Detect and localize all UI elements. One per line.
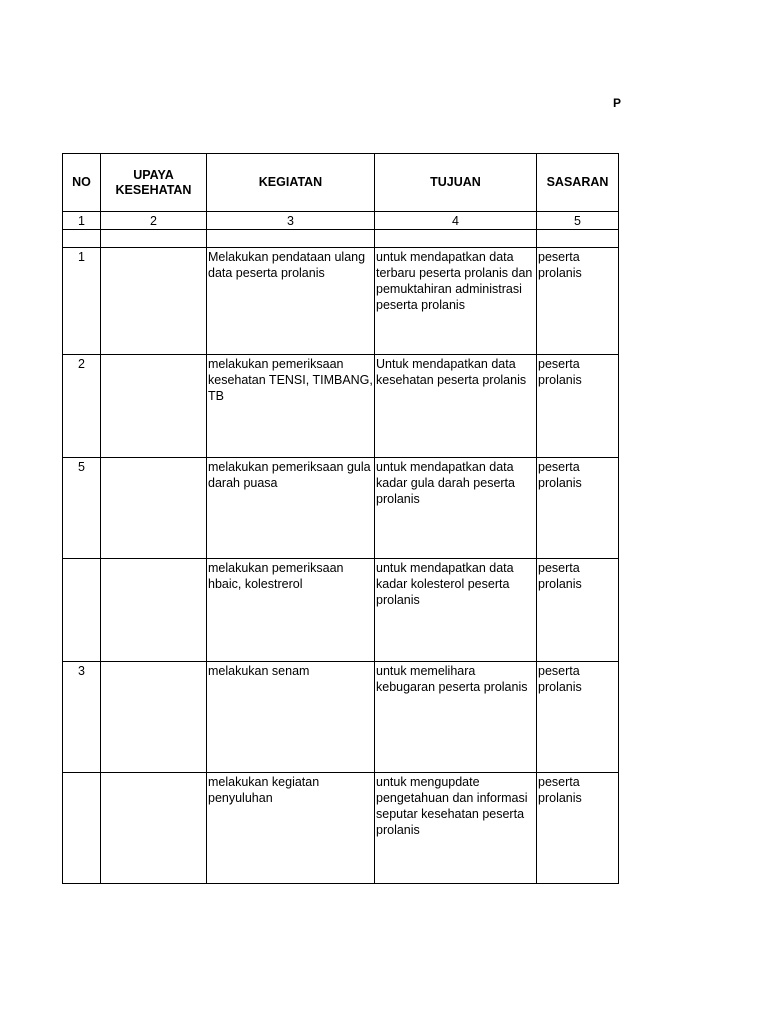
header-upaya-label: UPAYA KESEHATAN <box>115 167 192 197</box>
blank-row <box>63 230 619 248</box>
header-no: NO <box>63 154 101 212</box>
cell-upaya <box>101 458 207 559</box>
cell-kegiatan: Melakukan pendataan ulang data peserta prolanis <box>207 248 375 355</box>
blank-cell <box>101 230 207 248</box>
blank-cell <box>537 230 619 248</box>
cell-kegiatan: melakukan pemeriksaan kesehatan TENSI, TIMBANG, TB <box>207 355 375 458</box>
table-row <box>63 559 619 662</box>
cell-upaya <box>101 248 207 355</box>
header-tujuan: TUJUAN <box>375 154 537 212</box>
table-row <box>63 458 619 559</box>
table-row <box>63 248 619 355</box>
cell-kegiatan: melakukan kegiatan penyuluhan <box>207 773 375 884</box>
cell-no: 2 <box>63 355 101 458</box>
table-row <box>63 773 619 884</box>
cell-upaya <box>101 559 207 662</box>
cell-tujuan: Untuk mendapatkan data kesehatan peserta prolanis <box>375 355 537 458</box>
cell-kegiatan: melakukan pemeriksaan hbaic, kolestrerol <box>207 559 375 662</box>
cell-tujuan: untuk memelihara kebugaran peserta prolanis <box>375 662 537 773</box>
column-number: 4 <box>375 212 537 230</box>
activity-plan-table <box>62 153 619 884</box>
blank-cell <box>375 230 537 248</box>
cut-off-title-fragment: P <box>613 96 621 110</box>
table-row <box>63 355 619 458</box>
cell-sasaran: peserta prolanis <box>537 248 619 355</box>
cell-tujuan: untuk mengupdate pengetahuan dan informasi seputar kesehatan peserta prolanis <box>375 773 537 884</box>
cell-upaya <box>101 773 207 884</box>
cell-sasaran: peserta prolanis <box>537 355 619 458</box>
cell-upaya <box>101 662 207 773</box>
cell-tujuan: untuk mendapatkan data kadar kolesterol peserta prolanis <box>375 559 537 662</box>
cell-no <box>63 559 101 662</box>
cell-no: 5 <box>63 458 101 559</box>
header-upaya-kesehatan <box>101 154 207 212</box>
cell-tujuan: untuk mendapatkan data kadar gula darah peserta prolanis <box>375 458 537 559</box>
blank-cell <box>63 230 101 248</box>
table-row <box>63 662 619 773</box>
cell-kegiatan: melakukan pemeriksaan gula darah puasa <box>207 458 375 559</box>
cell-upaya <box>101 355 207 458</box>
column-number: 1 <box>63 212 101 230</box>
cell-no <box>63 773 101 884</box>
cell-sasaran: peserta prolanis <box>537 458 619 559</box>
cell-sasaran: peserta prolanis <box>537 662 619 773</box>
header-sasaran: SASARAN <box>537 154 619 212</box>
cell-no: 1 <box>63 248 101 355</box>
blank-cell <box>207 230 375 248</box>
cell-kegiatan: melakukan senam <box>207 662 375 773</box>
column-number: 3 <box>207 212 375 230</box>
cell-sasaran: peserta prolanis <box>537 559 619 662</box>
column-number-row <box>63 212 619 230</box>
cell-no: 3 <box>63 662 101 773</box>
cell-sasaran: peserta prolanis <box>537 773 619 884</box>
cell-tujuan: untuk mendapatkan data terbaru peserta prolanis dan pemuktahiran administrasi peserta prolanis <box>375 248 537 355</box>
column-number: 2 <box>101 212 207 230</box>
column-number: 5 <box>537 212 619 230</box>
header-row <box>63 154 619 212</box>
header-kegiatan: KEGIATAN <box>207 154 375 212</box>
